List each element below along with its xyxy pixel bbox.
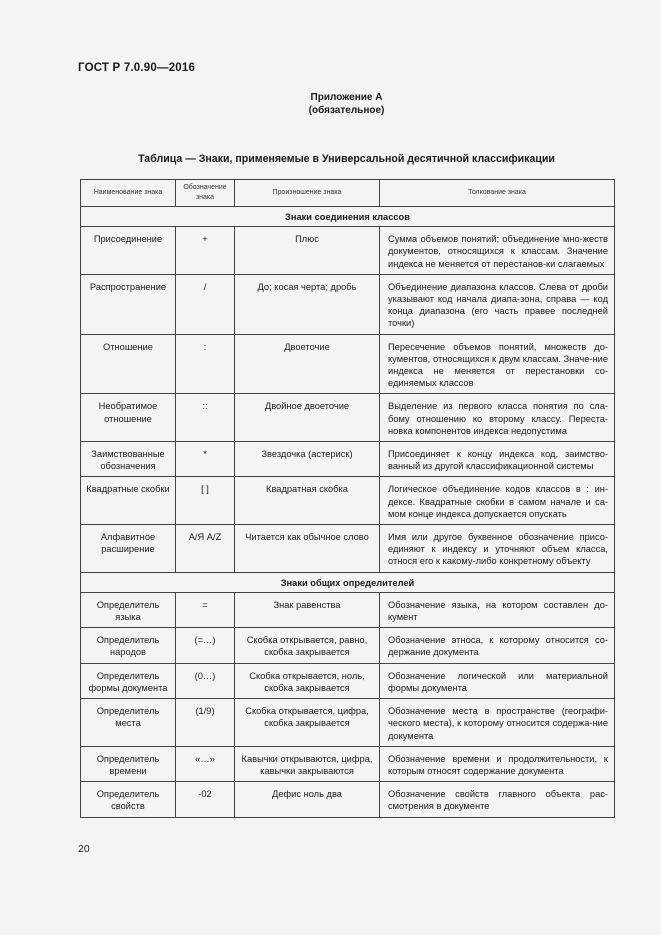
- sign-name-cell: Определитель народов: [81, 628, 176, 663]
- table-row: [81, 442, 615, 477]
- sign-pronunciation-cell: Кавычки открываются, цифра, кавычки закрываются: [235, 746, 380, 781]
- sign-pronunciation-cell: Скобка открывается, цифра, скобка закрывается: [235, 699, 380, 747]
- table-row: [81, 782, 615, 817]
- table-row: [81, 628, 615, 663]
- sign-name-cell: Определитель времени: [81, 746, 176, 781]
- sign-interpretation-cell: Обозначение времени и продолжительности, к которым относят содержание документа: [380, 746, 615, 781]
- sign-interpretation-cell: Пересечение объемов понятий, множеств до-кументов, относящихся к двум классам. Значе-ние индекса не меняется от перестановки со-единяемых классов: [380, 334, 615, 394]
- table-row: [81, 394, 615, 442]
- sign-interpretation-cell: Обозначение свойств главного объекта рас-смотрения в документе: [380, 782, 615, 817]
- table-row: [81, 699, 615, 747]
- sign-interpretation-cell: Обозначение логической или материальной формы документа: [380, 663, 615, 698]
- sign-symbol-cell: (0…): [176, 663, 235, 698]
- sign-name-cell: Квадратные скобки: [81, 477, 176, 525]
- column-header-interpretation: Толкование знака: [380, 180, 615, 207]
- page-number: 20: [78, 843, 90, 855]
- sign-interpretation-cell: Имя или другое буквенное обозначение присо-единяют к индексу и уточняют объем класса, относя его к какому-либо конкретному объекту: [380, 525, 615, 573]
- column-header-name: Наименование знака: [81, 180, 176, 207]
- sign-symbol-cell: «…»: [176, 746, 235, 781]
- table-row: [81, 525, 615, 573]
- sign-name-cell: Определитель свойств: [81, 782, 176, 817]
- sign-symbol-cell: -02: [176, 782, 235, 817]
- sign-pronunciation-cell: Двойное двоеточие: [235, 394, 380, 442]
- appendix-note: (обязательное): [308, 105, 385, 116]
- sign-interpretation-cell: Выделение из первого класса понятия по сла-бому отношению ко второму классу. Переста-новка компонентов индекса недопустима: [380, 394, 615, 442]
- appendix-title: Приложение А: [310, 92, 383, 103]
- sign-name-cell: Присоединение: [81, 227, 176, 275]
- sign-interpretation-cell: Обозначение места в пространстве (географи-ческого места), к которому относится содержа-ние документа: [380, 699, 615, 747]
- sign-name-cell: Распространение: [81, 274, 176, 334]
- signs-table: [80, 179, 615, 818]
- sign-name-cell: Определитель места: [81, 699, 176, 747]
- appendix-heading: [0, 91, 661, 117]
- sign-symbol-cell: /: [176, 274, 235, 334]
- sign-interpretation-cell: Объединение диапазона классов. Слева от дроби указывают код начала диапа-зона, справа — код конца диапазона (его часть правее последней точки): [380, 274, 615, 334]
- sign-symbol-cell: А/Я А/Z: [176, 525, 235, 573]
- sign-name-cell: Определитель языка: [81, 592, 176, 627]
- sign-name-cell: Необратимое отношение: [81, 394, 176, 442]
- sign-pronunciation-cell: Читается как обычное слово: [235, 525, 380, 573]
- sign-pronunciation-cell: Скобка открывается, ноль, скобка закрывается: [235, 663, 380, 698]
- sign-symbol-cell: :: [176, 334, 235, 394]
- table-row: [81, 592, 615, 627]
- table-row: [81, 746, 615, 781]
- sign-symbol-cell: [ ]: [176, 477, 235, 525]
- sign-pronunciation-cell: До; косая черта; дробь: [235, 274, 380, 334]
- sign-symbol-cell: ::: [176, 394, 235, 442]
- sign-symbol-cell: (1/9): [176, 699, 235, 747]
- sign-symbol-cell: +: [176, 227, 235, 275]
- sign-name-cell: Определитель формы документа: [81, 663, 176, 698]
- sign-interpretation-cell: Логическое объединение кодов классов в : ин-дексе. Квадратные скобки в самом начале и са-мом конце индекса допускается опускать: [380, 477, 615, 525]
- sign-pronunciation-cell: Двоеточие: [235, 334, 380, 394]
- table-row: [81, 227, 615, 275]
- table-row: [81, 663, 615, 698]
- sign-pronunciation-cell: Плюс: [235, 227, 380, 275]
- sign-interpretation-cell: Обозначение этноса, к которому относится со-держание документа: [380, 628, 615, 663]
- sign-pronunciation-cell: Знак равенства: [235, 592, 380, 627]
- sign-symbol-cell: *: [176, 442, 235, 477]
- sign-name-cell: Отношение: [81, 334, 176, 394]
- column-header-sign: Обозначение знака: [176, 180, 235, 207]
- section-title: Знаки соединения классов: [81, 207, 615, 227]
- sign-interpretation-cell: Сумма объемов понятий; объединение мно-жеств документов, относящихся к классам. Значение индекса не меняется от перестанов-ки слагаемых: [380, 227, 615, 275]
- column-header-pronunciation: Произношение знака: [235, 180, 380, 207]
- table-header-row: [81, 180, 615, 207]
- sign-pronunciation-cell: Звездочка (астериск): [235, 442, 380, 477]
- sign-pronunciation-cell: Квадратная скобка: [235, 477, 380, 525]
- sign-interpretation-cell: Присоединяет к концу индекса код, заимство-ванный из другой классификационной системы: [380, 442, 615, 477]
- sign-symbol-cell: =: [176, 592, 235, 627]
- sign-symbol-cell: (=…): [176, 628, 235, 663]
- sign-pronunciation-cell: Скобка открывается, равно, скобка закрывается: [235, 628, 380, 663]
- sign-name-cell: Алфавитное расширение: [81, 525, 176, 573]
- table-title: Таблица — Знаки, применяемые в Универсальной десятичной классификации: [138, 153, 555, 165]
- section-header-row: [81, 572, 615, 592]
- table-row: [81, 274, 615, 334]
- section-title: Знаки общих определителей: [81, 572, 615, 592]
- sign-interpretation-cell: Обозначение языка, на котором составлен до-кумент: [380, 592, 615, 627]
- document-id: ГОСТ Р 7.0.90—2016: [78, 62, 196, 74]
- sign-pronunciation-cell: Дефис ноль два: [235, 782, 380, 817]
- section-header-row: [81, 207, 615, 227]
- table-row: [81, 477, 615, 525]
- sign-name-cell: Заимствованные обозначения: [81, 442, 176, 477]
- table-row: [81, 334, 615, 394]
